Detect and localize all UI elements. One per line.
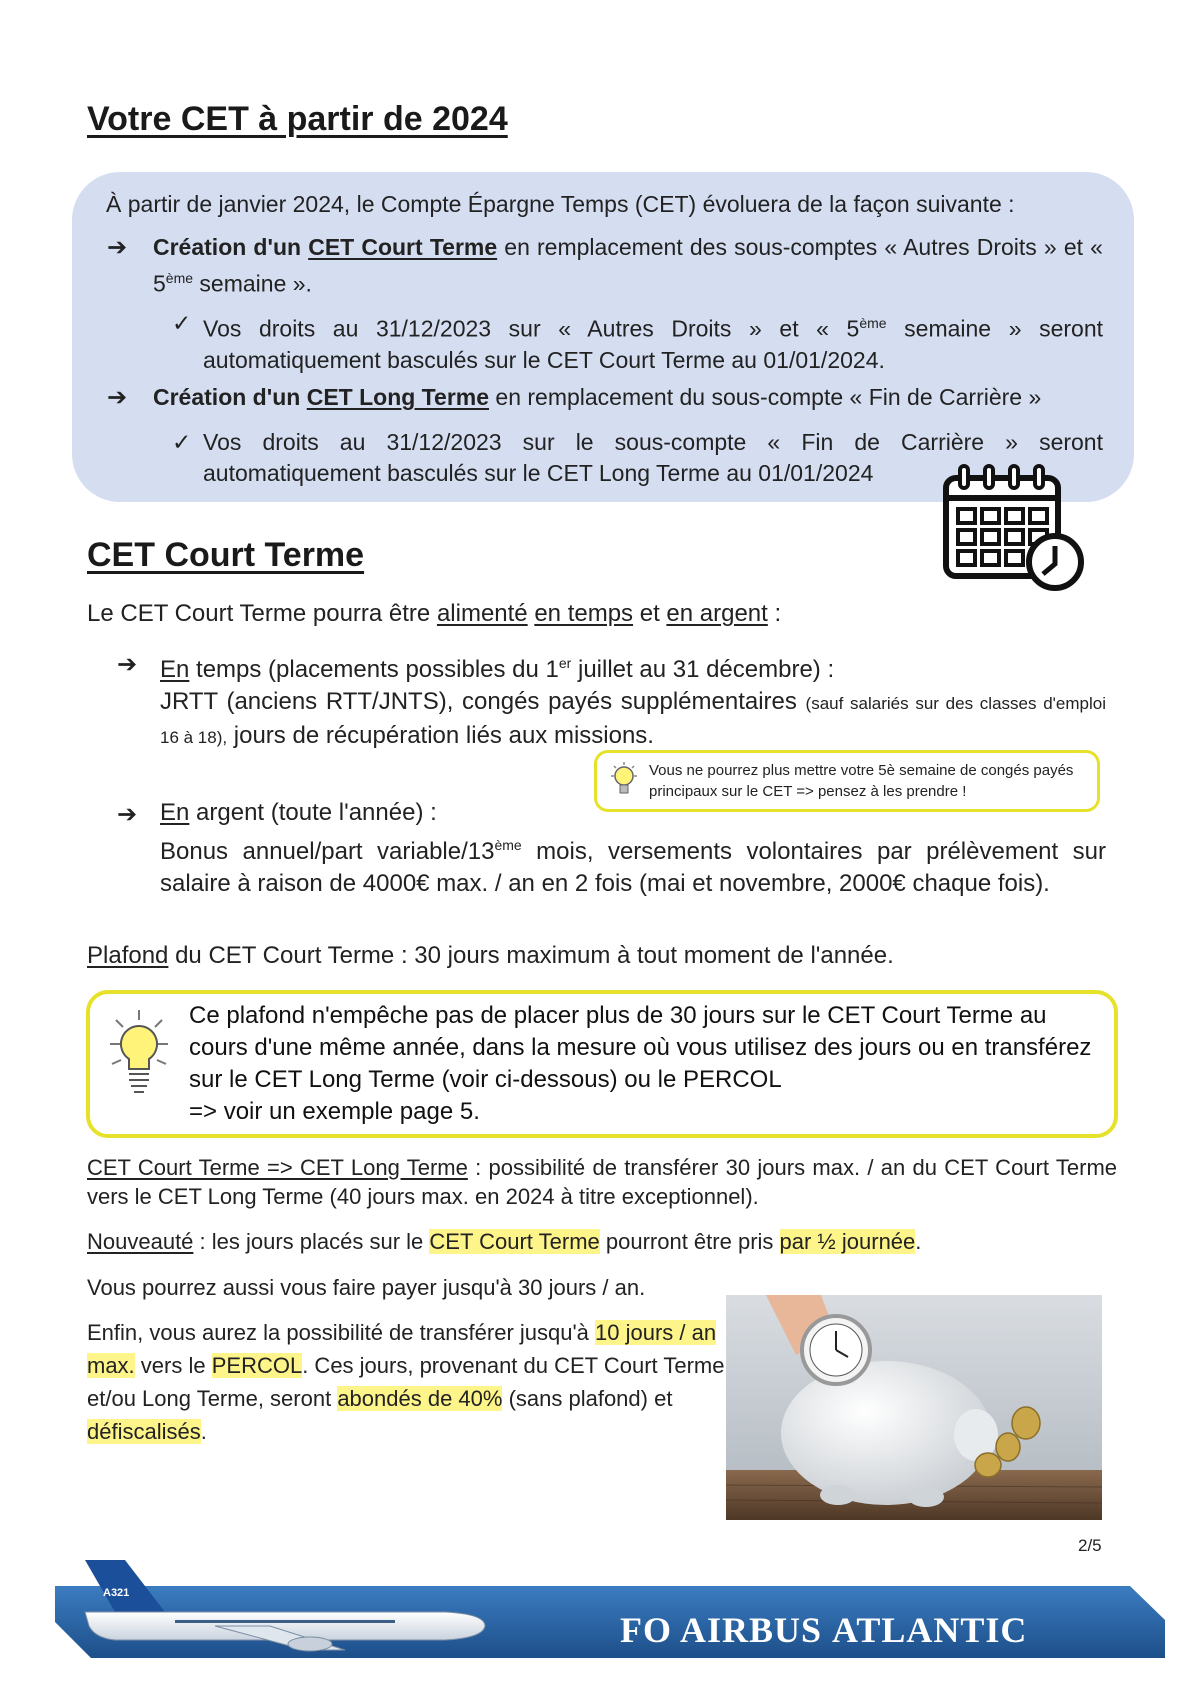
brand-text: ATLANTIC	[832, 1610, 1028, 1650]
arrow-icon: ➔	[107, 384, 128, 411]
highlight: 10 jours / an max.	[87, 1320, 717, 1378]
item-text: en remplacement du sous-compte « Fin de Carrière »	[489, 384, 1042, 410]
item-text: semaine ».	[193, 270, 312, 297]
lead-text	[87, 598, 781, 629]
page-number: 2/5	[1078, 1536, 1102, 1555]
item-bold: Création d'un	[153, 234, 309, 260]
nouveaute-text	[87, 1226, 921, 1257]
item-text: en remplacement des sous-comptes « Autres Droits » et « 5	[153, 234, 1103, 297]
text: et	[633, 600, 667, 627]
sub-text: semaine » seront automatiquement basculés sur le CET Court Terme au 01/01/2024.	[203, 315, 1103, 373]
item-cet-long	[153, 382, 1103, 413]
text: Enfin, vous aurez la possibilité de transférer jusqu'à	[87, 1320, 596, 1345]
highlight: par ½ journée	[779, 1229, 916, 1254]
temps-item	[160, 647, 1106, 754]
text: alimenté	[436, 600, 528, 627]
text: : possibilité de transférer 30 jours max. / an du CET Court Terme vers le CET Long Terme (40 jours max. en 2024 à titre exceptionnel).	[87, 1155, 1118, 1209]
text: :	[767, 600, 782, 627]
item-bold: Création d'un	[153, 384, 307, 410]
highlight: abondés de 40%	[337, 1386, 503, 1411]
cet-court-link: CET Court Terme	[308, 234, 498, 260]
text: .	[200, 1419, 207, 1444]
text: => voir un exemple page 5.	[189, 1098, 480, 1125]
text: En	[160, 799, 190, 826]
arrow-icon: ➔	[107, 234, 128, 261]
text: (sans plafond) et	[502, 1386, 673, 1411]
tip-small-text: Vous ne pourrez plus mettre votre 5è semaine de congés payés principaux sur le CET => pensez à les prendre !	[649, 762, 1074, 800]
arrow-icon: ➔	[117, 801, 138, 828]
payer-text: Vous pourrez aussi vous faire payer jusqu'à 30 jours / an.	[87, 1275, 646, 1300]
text: vers le	[134, 1353, 212, 1378]
item-cet-court	[153, 232, 1103, 300]
text: Le CET Court Terme pourra être	[87, 600, 437, 627]
subitem-long: Vos droits au 31/12/2023 sur le sous-compte « Fin de Carrière » seront automatiquement basculés sur le CET Long Terme au 01/01/2024	[203, 429, 1103, 486]
text: juillet au 31 décembre) :	[571, 656, 835, 683]
text: temps (placements possibles du 1	[189, 656, 559, 683]
highlight: CET Court Terme	[429, 1229, 600, 1254]
highlight: défiscalisés	[87, 1419, 201, 1444]
plafond-text	[87, 940, 894, 972]
text: pourront être pris	[599, 1229, 780, 1254]
text: Plafond	[87, 942, 169, 969]
sub-text: Vos droits au 31/12/2023 sur « Autres Droits » et « 5	[203, 315, 860, 342]
sup: ème	[494, 837, 522, 853]
tip-plafond-text	[189, 1000, 1101, 1128]
text: JRTT (anciens RTT/JNTS), congés payés supplémentaires	[160, 688, 806, 715]
argent-item	[160, 797, 1106, 900]
transfer-text	[87, 1153, 1117, 1211]
text: . Ces jours, provenant du CET Court Terme et/ou Long Terme, seront	[87, 1353, 725, 1411]
section-title: CET Court Terme	[87, 536, 365, 574]
calendar-clock-icon	[940, 462, 1090, 592]
text: argent (toute l'année) :	[189, 799, 437, 826]
text: du CET Court Terme : 30 jours maximum à tout moment de l'année.	[168, 942, 894, 969]
check-icon: ✓	[172, 429, 192, 455]
text: en argent	[666, 600, 768, 627]
enfin-text	[87, 1316, 727, 1448]
text: Bonus annuel/part variable/13	[160, 838, 495, 865]
piggy-bank-photo	[726, 1295, 1102, 1520]
sup: ème	[165, 270, 194, 286]
text: .	[915, 1229, 922, 1254]
text: : les jours placés sur le	[193, 1229, 430, 1254]
cet-long-link: CET Long Terme	[306, 384, 490, 410]
subitem-court	[203, 308, 1103, 376]
page-title: Votre CET à partir de 2024	[87, 100, 508, 138]
lightbulb-icon	[607, 761, 641, 801]
text: Ce plafond n'empêche pas de placer plus de 30 jours sur le CET Court Terme au cours d'une même année, dans la mesure où vous utilisez des jours ou en transférez sur le CET Long Terme (voir ci-dessous) ou le PERCOL	[189, 1002, 1092, 1093]
text: En	[160, 656, 190, 683]
arrow-icon: ➔	[117, 651, 138, 678]
plane-label: A321	[103, 1587, 130, 1599]
check-icon: ✓	[172, 310, 192, 336]
small-text: (sauf salariés sur des classes d'emploi 16 à 18),	[160, 694, 1106, 747]
text: CET Court Terme => CET Long Terme	[87, 1155, 468, 1180]
text: en temps	[534, 600, 634, 627]
tip-box-plafond	[86, 990, 1118, 1138]
sup: er	[558, 655, 572, 671]
lightbulb-icon	[104, 1008, 174, 1108]
highlight: PERCOL	[211, 1353, 303, 1378]
brand-text: FO AIRBUS	[620, 1610, 833, 1650]
footer-brand	[620, 1609, 1027, 1651]
text: mois, versements volontaires par prélèvement sur salaire à raison de 4000€ max. / an en 2 fois (mai et novembre, 2000€ chaque fois).	[160, 838, 1106, 897]
sup: ème	[859, 315, 887, 331]
text: jours de récupération liés aux missions.	[227, 722, 654, 749]
text: Nouveauté	[87, 1229, 194, 1254]
intro-text: À partir de janvier 2024, le Compte Épargne Temps (CET) évoluera de la façon suivante :	[106, 191, 1015, 217]
